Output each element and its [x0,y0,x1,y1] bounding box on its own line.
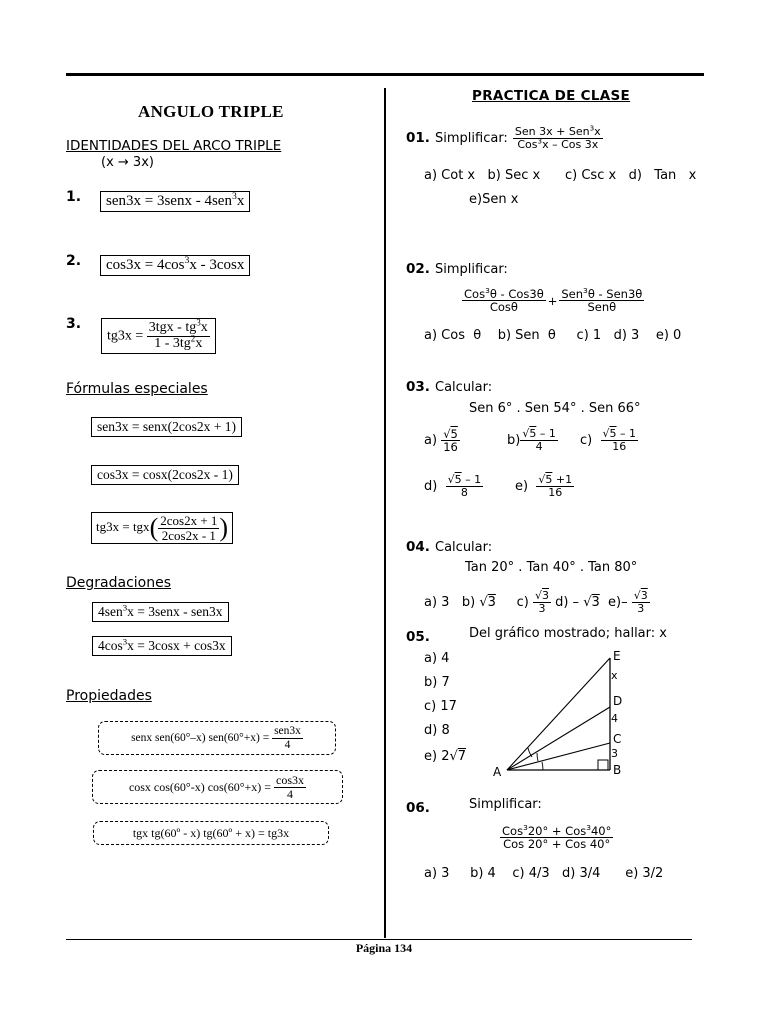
question-02-options: a) Cos θ b) Sen θ c) 1 d) 3 e) 0 [424,328,682,343]
formula-tg3x: tg3x = $\frac{3tgx - tg^3x}{1 - 3tg^2x}$ [101,318,216,354]
question-03-option-c: c) $\frac{√5 - 1}{16}$ [580,427,637,453]
question-03-option-a: a) $\frac{√5}{16}$ [424,427,458,455]
property-sen: senx sen(60°–x) sen(60°+x) = $\frac{\text{sen3x}}{4}$ [98,721,336,755]
item-number-3: 3. [66,316,82,332]
special-formula-tg: tg3x = tgx( $\frac{2\cos 2x + 1}{2\cos 2x - 1}$ ) [91,512,233,544]
label-x: x [611,669,618,682]
special-formulas-heading: Fórmulas especiales [66,381,208,397]
identities-heading: IDENTIDADES DEL ARCO TRIPLE [66,138,282,154]
page-number: Página 134 [355,941,413,955]
question-05-statement: Del gráfico mostrado; hallar: x [469,626,667,641]
segment-AD [507,707,610,770]
label-4: 4 [611,712,618,725]
special-formula-sen: sen3x = senx(2cos2x + 1) [91,417,242,437]
question-05: 05. [406,629,430,645]
column-divider [384,88,386,938]
label-D: D [613,694,623,708]
segment-AE [507,658,610,770]
label-3: 3 [611,747,618,760]
question-06-fraction: $\frac{Cos^320^\circ + Cos^340^\circ}{\text{Cos 20° + Cos 40°}}$ [502,823,612,852]
practice-heading: PRACTICA DE CLASE [472,88,631,104]
question-03-option-e: e) $\frac{√5 +1}{16}$ [515,473,573,499]
label-E: E [613,649,621,663]
question-03: 03. Calcular: [406,379,493,395]
formula-cos3x: $\cos 3x = 4\cos^3x - 3\cos x$ [100,255,250,276]
question-03-option-d: d) $\frac{√5 - 1}{8}$ [424,473,482,499]
label-C: C [613,732,622,746]
question-04: 04. Calcular: [406,539,493,555]
property-tg: tgx tg(60º - x) tg(60º + x) = tg3x [93,821,329,845]
identities-subtitle: (x → 3x) [101,155,154,170]
question-05-option-d: d) 8 [424,723,450,738]
question-06-label: Simplificar: [469,797,542,812]
page-title: ANGULO TRIPLE [138,102,284,121]
question-04-expression: Tan 20° . Tan 40° . Tan 80° [465,560,638,575]
question-05-option-e: e) 2√7 [424,749,467,764]
triangle-figure [488,645,638,785]
question-06-options: a) 3 b) 4 c) 4/3 d) 3/4 e) 3/2 [424,866,664,881]
question-02-expression: $\frac{Cos^3\theta - Cos3\theta}{\text{Cosθ}}$ + $\frac{Sen^3\theta - Sen3\theta}{\text{Senθ}}$ [464,286,643,315]
question-03-option-b: b) $\frac{√5 - 1}{4}$ [507,427,556,453]
question-04-options: a) 3 b) √ 3 c) $\frac{√3}{3}$ d) – √ 3 e)– $\frac{√3}{3}$ [424,589,648,615]
degradation-cos: $4\cos^3x = 3\cos x + \cos 3x$ [92,636,232,656]
question-05-option-a: a) 4 [424,651,450,666]
question-05-option-b: b) 7 [424,675,450,690]
question-03-expression: Sen 6° . Sen 54° . Sen 66° [469,401,641,416]
question-01-options: a) Cot x b) Sec x c) Csc x d) Tan x [424,168,697,183]
question-05-option-c: c) 17 [424,699,457,714]
segment-AC [507,743,610,770]
question-01-fraction: $\frac{Sen 3x + Sen^3x}{Cos^3x - Cos 3x}$ [514,123,601,151]
item-number-1: 1. [66,189,82,205]
degradations-heading: Degradaciones [66,575,172,591]
formula-sen3x: sen3x = 3senx - 4sen$^3$x [100,191,250,212]
special-formula-cos: cos3x = cosx(2cos2x - 1) [91,465,239,485]
item-number-2: 2. [66,253,82,269]
angle-arc-3 [542,762,543,770]
question-02: 02. Simplificar: [406,261,508,277]
property-cos: cosx cos(60°-x) cos(60°+x) = $\frac{\cos 3x}{4}$ [92,770,343,804]
properties-heading: Propiedades [66,688,152,704]
question-01-option-e: e)Sen x [469,192,519,207]
top-rule [66,73,704,76]
right-angle-mark [598,760,608,770]
question-06: 06. [406,800,430,816]
angle-arc-2 [537,753,538,761]
label-B: B [613,763,622,777]
question-01: 01. Simplificar: $\frac{Sen 3x + Sen^3x}{Cos^3x - Cos 3x}$ [406,123,601,151]
label-A: A [493,765,502,779]
degradation-sen: 4sen$^3$x = 3senx - sen3x [92,602,229,622]
bottom-rule [66,939,692,940]
